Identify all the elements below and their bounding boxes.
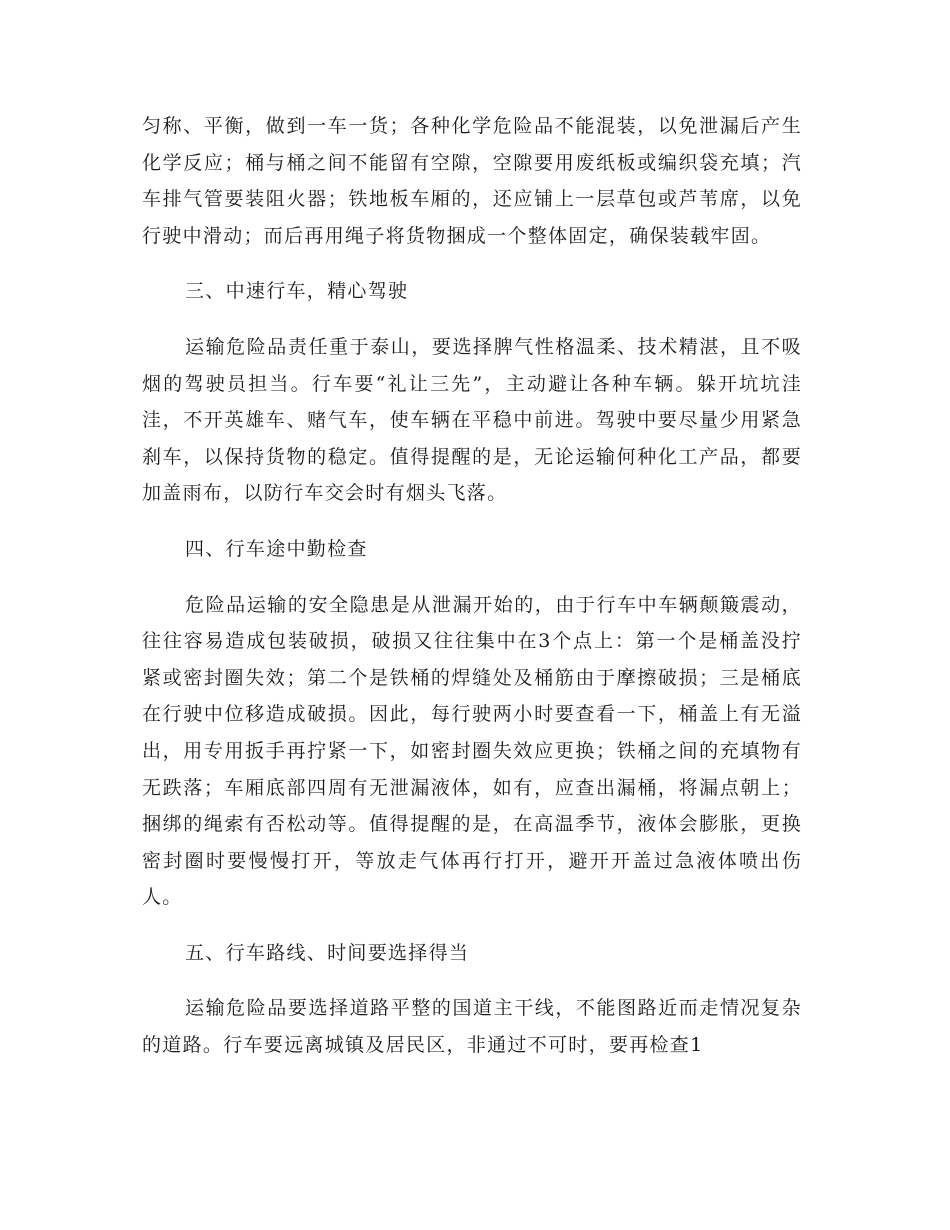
paragraph-gap bbox=[142, 916, 802, 935]
paragraph-gap bbox=[142, 568, 802, 587]
paragraph-route: 运输危险品要选择道路平整的国道主干线，不能图路近而走情况复杂的道路。行车要远离城镇及居民区，非通过不可时，要再检查1 bbox=[142, 997, 802, 1057]
paragraph-gap bbox=[142, 971, 802, 990]
paragraph-loading-continued: 匀称、平衡，做到一车一货；各种化学危险品不能混装，以免泄漏后产生化学反应；桶与桶之间不能留有空隙，空隙要用废纸板或编织袋充填；汽车排气管要装阻火器；铁地板车厢的，还应铺上一层草包或芦苇席，以免行驶中滑动；而后再用绳子将货物捆成一个整体固定，确保装载牢固。 bbox=[142, 115, 802, 247]
section-heading-5: 五、行车路线、时间要选择得当 bbox=[185, 941, 470, 964]
paragraph-gap bbox=[142, 254, 802, 273]
section-heading-4: 四、行车途中勤检查 bbox=[185, 537, 368, 560]
document-page bbox=[142, 108, 802, 1064]
paragraph-gap bbox=[142, 512, 802, 531]
paragraph-driving: 运输危险品责任重于泰山，要选择脾气性格温柔、技术精湛，且不吸烟的驾驶员担当。行车要“礼让三先”，主动避让各种车辆。躲开坑坑洼洼，不开英雄车、赌气车，使车辆在平稳中前进。驾驶中要尽量少用紧急刹车，以保持货物的稳定。值得提醒的是，无论运输何种化工产品，都要加盖雨布，以防行车交会时有烟头飞落。 bbox=[142, 335, 802, 505]
paragraph-inspection: 危险品运输的安全隐患是从泄漏开始的，由于行车中车辆颠簸震动，往往容易造成包装破损，破损又往往集中在3个点上：第一个是桶盖没拧紧或密封圈失效；第二个是铁桶的焊缝处及桶筋由于摩擦破损；三是桶底在行驶中位移造成破损。因此，每行驶两小时要查看一下，桶盖上有无溢出，用专用扳手再拧紧一下，如密封圈失效应更换；铁桶之间的充填物有无跌落；车厢底部四周有无泄漏液体，如有，应查出漏桶，将漏点朝上；捆绑的绳索有否松动等。值得提醒的是，在高温季节，液体会膨胀，更换密封圈时要慢慢打开，等放走气体再行打开，避开开盖过急液体喷出伤人。 bbox=[142, 593, 802, 909]
paragraph-gap bbox=[142, 310, 802, 329]
section-heading-3: 三、中速行车，精心驾驶 bbox=[185, 280, 409, 303]
